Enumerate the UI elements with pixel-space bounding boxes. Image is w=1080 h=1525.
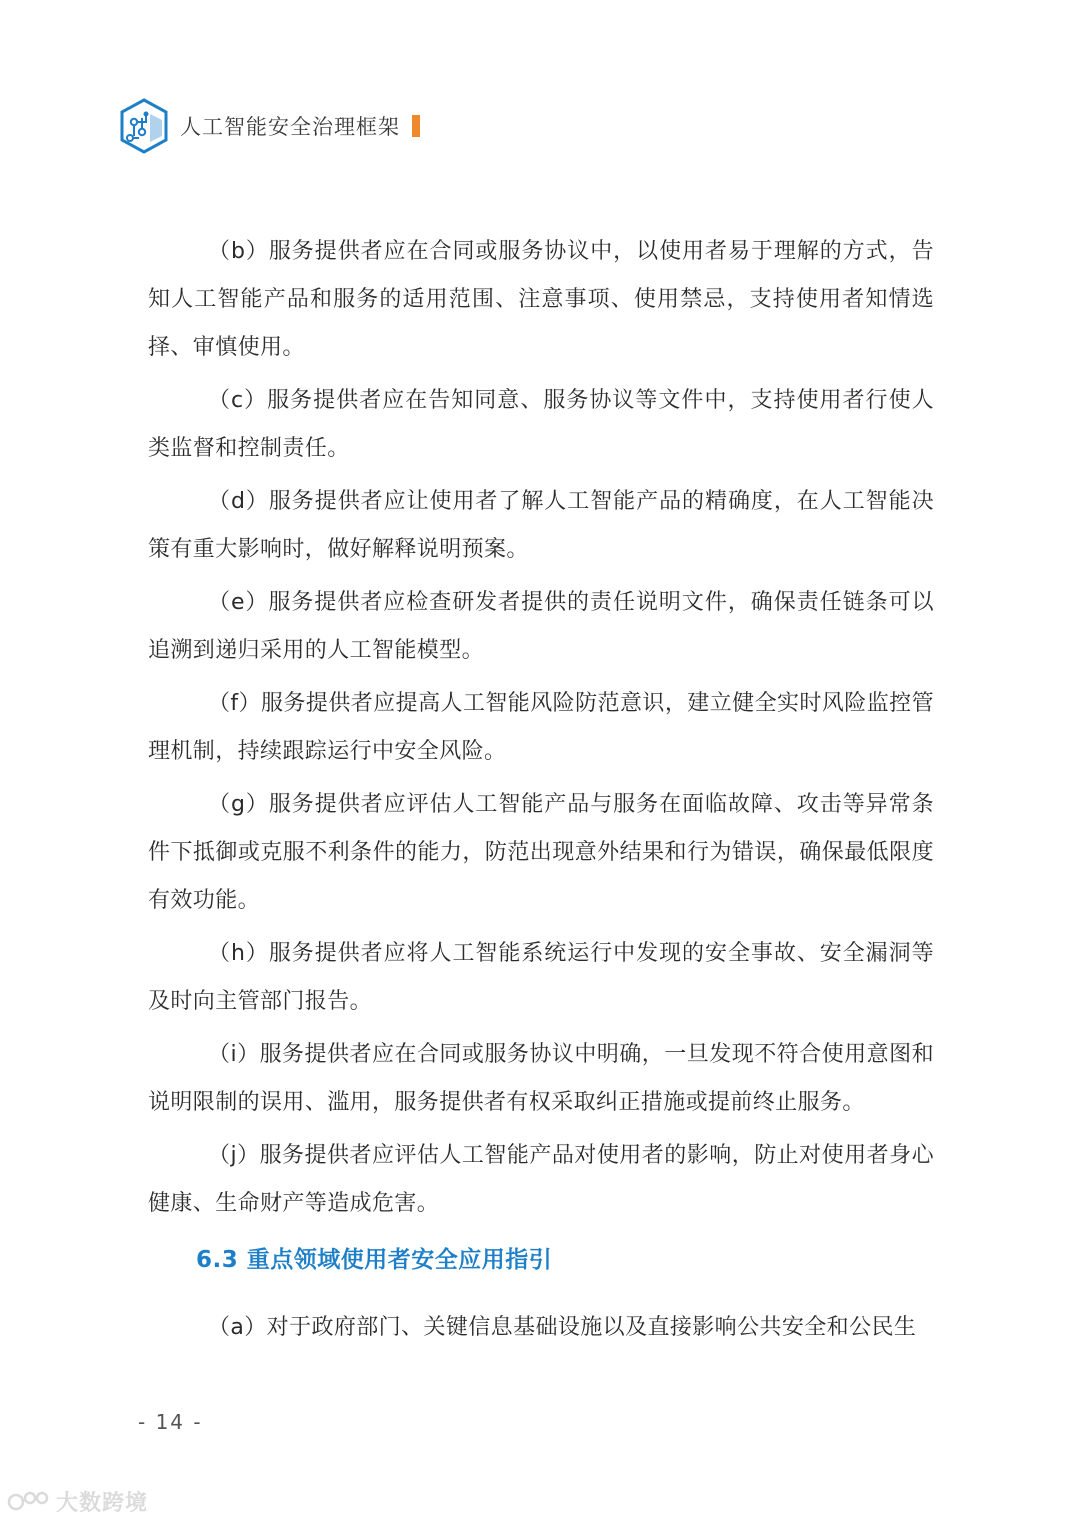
paragraph-b: （b）服务提供者应在合同或服务协议中，以使用者易于理解的方式，告知人工智能产品和服务的适用范围、注意事项、使用禁忌，支持使用者知情选择、审慎使用。 — [148, 239, 934, 360]
watermark-logo-icon — [6, 1487, 52, 1517]
paragraph-j: （j）服务提供者应评估人工智能产品对使用者的影响，防止对使用者身心健康、生命财产等造成危害。 — [148, 1143, 934, 1216]
paragraph-g: （g）服务提供者应评估人工智能产品与服务在面临故障、攻击等异常条件下抵御或克服不利条件的能力，防范出现意外结果和行为错误，确保最低限度有效功能。 — [148, 792, 934, 913]
page-body — [148, 228, 934, 1357]
paragraph-c: （c）服务提供者应在告知同意、服务协议等文件中，支持使用者行使人类监督和控制责任。 — [148, 388, 934, 461]
paragraph-d: （d）服务提供者应让使用者了解人工智能产品的精确度，在人工智能决策有重大影响时，做好解释说明预案。 — [148, 489, 934, 562]
section-heading: 6.3 重点领域使用者安全应用指引 — [196, 1247, 553, 1273]
watermark — [6, 1486, 148, 1517]
page-header — [116, 96, 420, 156]
section-paragraph-a: （a）对于政府部门、关键信息基础设施以及直接影响公共安全和公民生 — [208, 1315, 917, 1340]
ai-circuit-logo-icon — [116, 96, 172, 156]
page-number: - 14 - — [138, 1410, 203, 1434]
watermark-text: 大数跨境 — [56, 1491, 149, 1516]
paragraph-h: （h）服务提供者应将人工智能系统运行中发现的安全事故、安全漏洞等及时向主管部门报告。 — [148, 941, 934, 1014]
title-accent-bar — [412, 115, 420, 137]
paragraph-i: （i）服务提供者应在合同或服务协议中明确，一旦发现不符合使用意图和说明限制的误用、滥用，服务提供者有权采取纠正措施或提前终止服务。 — [148, 1042, 934, 1115]
paragraph-f: （f）服务提供者应提高人工智能风险防范意识，建立健全实时风险监控管理机制，持续跟踪运行中安全风险。 — [148, 691, 934, 764]
paragraph-e: （e）服务提供者应检查研发者提供的责任说明文件，确保责任链条可以追溯到递归采用的人工智能模型。 — [148, 590, 934, 663]
document-title: 人工智能安全治理框架 — [180, 115, 400, 139]
